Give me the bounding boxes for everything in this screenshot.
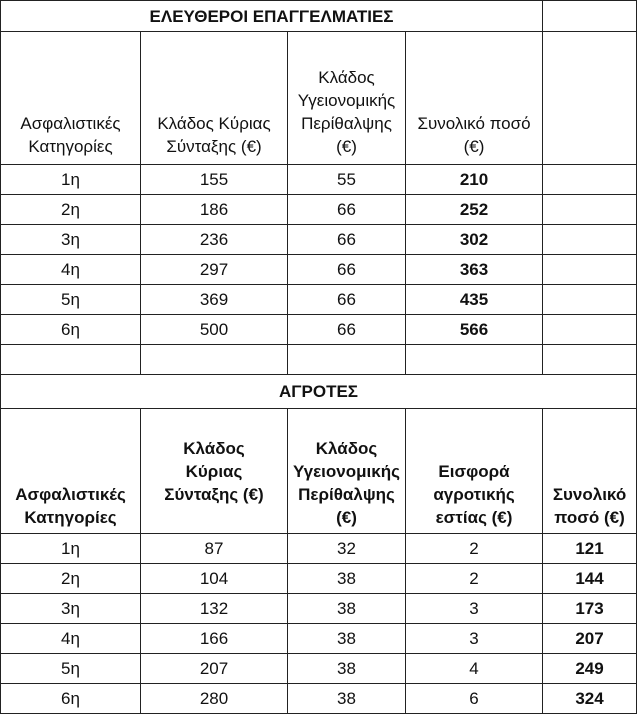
category-cell: 3η xyxy=(1,225,141,255)
health-cell: 66 xyxy=(288,195,406,225)
category-cell: 3η xyxy=(1,594,141,624)
empty-cell xyxy=(543,225,637,255)
pension-cell: 500 xyxy=(141,315,288,345)
table-row xyxy=(1,624,637,654)
table-row xyxy=(1,165,637,195)
header-total: Συνολικό ποσό (€) xyxy=(543,409,637,534)
table-row xyxy=(1,684,637,714)
farmers-header-row xyxy=(1,409,637,534)
pension-cell: 104 xyxy=(141,564,288,594)
total-cell: 173 xyxy=(543,594,637,624)
total-cell: 249 xyxy=(543,654,637,684)
category-cell: 6η xyxy=(1,315,141,345)
empty-cell xyxy=(543,345,637,375)
professionals-title-row xyxy=(1,1,637,32)
pension-cell: 132 xyxy=(141,594,288,624)
table-row xyxy=(1,225,637,255)
health-cell: 38 xyxy=(288,624,406,654)
category-cell: 6η xyxy=(1,684,141,714)
total-cell: 144 xyxy=(543,564,637,594)
category-cell: 4η xyxy=(1,255,141,285)
category-cell: 1η xyxy=(1,165,141,195)
hearth-cell: 2 xyxy=(406,534,543,564)
total-cell: 207 xyxy=(543,624,637,654)
header-hearth: Εισφορά αγροτικής εστίας (€) xyxy=(406,409,543,534)
health-cell: 55 xyxy=(288,165,406,195)
table-row xyxy=(1,195,637,225)
pension-cell: 87 xyxy=(141,534,288,564)
empty-cell xyxy=(543,255,637,285)
pension-cell: 166 xyxy=(141,624,288,654)
health-cell: 38 xyxy=(288,594,406,624)
hearth-cell: 3 xyxy=(406,624,543,654)
pension-cell: 155 xyxy=(141,165,288,195)
header-pension: Κλάδος Κύριας Σύνταξης (€) xyxy=(141,409,288,534)
header-category: Ασφαλιστικές Κατηγορίες xyxy=(1,32,141,165)
spacer-row xyxy=(1,345,637,375)
pension-cell: 186 xyxy=(141,195,288,225)
empty-cell xyxy=(543,165,637,195)
health-cell: 66 xyxy=(288,285,406,315)
total-cell: 566 xyxy=(406,315,543,345)
category-cell: 5η xyxy=(1,654,141,684)
hearth-cell: 2 xyxy=(406,564,543,594)
hearth-cell: 3 xyxy=(406,594,543,624)
total-cell: 324 xyxy=(543,684,637,714)
total-cell: 210 xyxy=(406,165,543,195)
total-cell: 302 xyxy=(406,225,543,255)
empty-cell xyxy=(543,195,637,225)
empty-cell xyxy=(1,345,141,375)
health-cell: 66 xyxy=(288,315,406,345)
category-cell: 2η xyxy=(1,564,141,594)
health-cell: 38 xyxy=(288,564,406,594)
empty-cell xyxy=(543,285,637,315)
category-cell: 4η xyxy=(1,624,141,654)
farmers-title-row xyxy=(1,375,637,409)
header-health: Κλάδος Υγειονομικής Περίθαλψης (€) xyxy=(288,409,406,534)
header-total: Συνολικό ποσό (€) xyxy=(406,32,543,165)
pension-cell: 369 xyxy=(141,285,288,315)
health-cell: 38 xyxy=(288,684,406,714)
table-row xyxy=(1,654,637,684)
category-cell: 2η xyxy=(1,195,141,225)
professionals-header-row xyxy=(1,32,637,165)
pension-cell: 280 xyxy=(141,684,288,714)
empty-cell xyxy=(141,345,288,375)
health-cell: 66 xyxy=(288,225,406,255)
total-cell: 435 xyxy=(406,285,543,315)
empty-cell xyxy=(543,1,637,32)
farmers-title: ΑΓΡΟΤΕΣ xyxy=(1,375,637,409)
empty-cell xyxy=(288,345,406,375)
hearth-cell: 4 xyxy=(406,654,543,684)
total-cell: 252 xyxy=(406,195,543,225)
health-cell: 66 xyxy=(288,255,406,285)
table-row xyxy=(1,594,637,624)
professionals-title: ΕΛΕΥΘΕΡΟΙ ΕΠΑΓΓΕΛΜΑΤΙΕΣ xyxy=(1,1,543,32)
health-cell: 38 xyxy=(288,654,406,684)
table-row xyxy=(1,564,637,594)
header-health: Κλάδος Υγειονομικής Περίθαλψης (€) xyxy=(288,32,406,165)
total-cell: 363 xyxy=(406,255,543,285)
empty-cell xyxy=(406,345,543,375)
header-pension: Κλάδος Κύριας Σύνταξης (€) xyxy=(141,32,288,165)
category-cell: 1η xyxy=(1,534,141,564)
pension-cell: 207 xyxy=(141,654,288,684)
table-row xyxy=(1,315,637,345)
pension-cell: 297 xyxy=(141,255,288,285)
header-category: Ασφαλιστικές Κατηγορίες xyxy=(1,409,141,534)
table-row xyxy=(1,285,637,315)
category-cell: 5η xyxy=(1,285,141,315)
health-cell: 32 xyxy=(288,534,406,564)
pension-cell: 236 xyxy=(141,225,288,255)
table-row xyxy=(1,534,637,564)
table-row xyxy=(1,255,637,285)
empty-cell xyxy=(543,32,637,165)
empty-cell xyxy=(543,315,637,345)
hearth-cell: 6 xyxy=(406,684,543,714)
total-cell: 121 xyxy=(543,534,637,564)
